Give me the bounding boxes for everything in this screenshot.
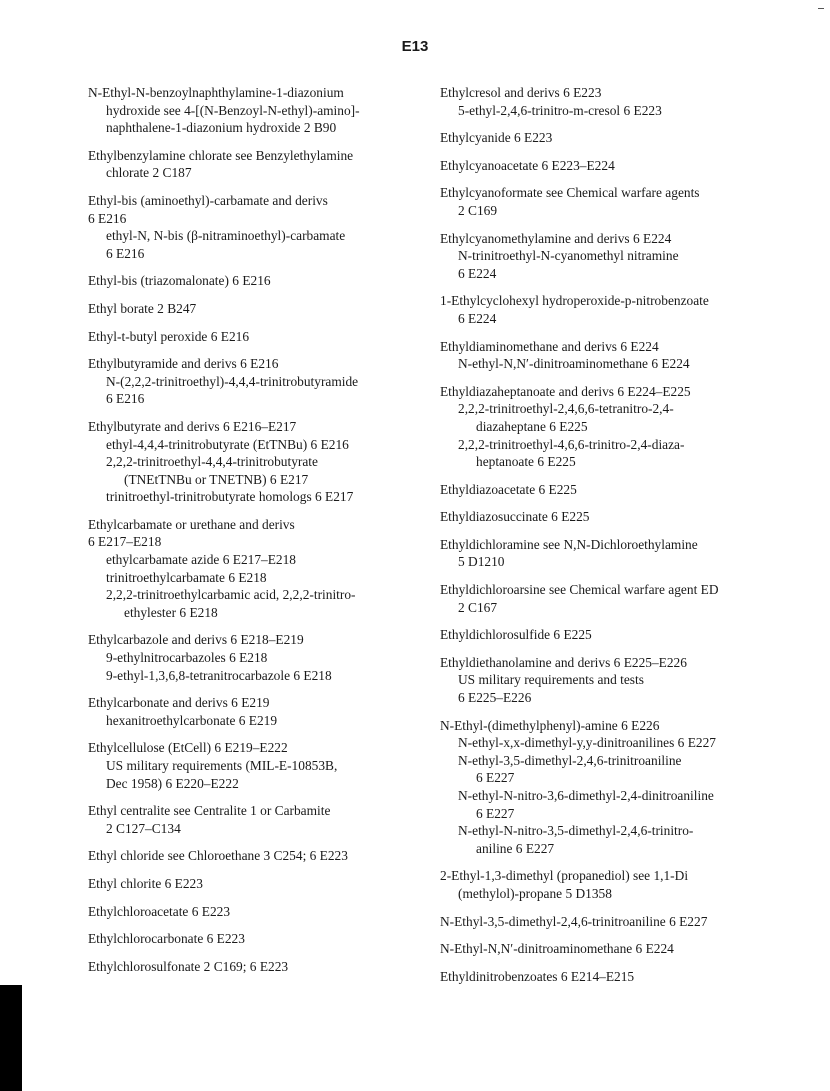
index-entry <box>88 272 410 290</box>
entry-subentry-line: 6 E227 <box>476 770 515 786</box>
entry-heading-line: Ethylcyanoacetate 6 E223–E224 <box>440 157 615 173</box>
index-entry <box>440 508 780 526</box>
index-entry <box>440 481 780 499</box>
index-entry <box>88 516 410 622</box>
index-entry <box>88 739 410 792</box>
entry-heading-line: N-Ethyl-3,5-dimethyl-2,4,6-trinitroaniline 6 E227 <box>440 913 708 929</box>
entry-heading-line: N-Ethyl-N,N′-dinitroaminomethane 6 E224 <box>440 941 674 957</box>
entry-subentry-line: 2,2,2-trinitroethyl-4,6,6-trinitro-2,4-diaza- <box>458 436 685 452</box>
index-entry <box>440 292 780 327</box>
index-entry <box>88 355 410 408</box>
index-entry <box>88 875 410 893</box>
entry-heading-line: naphthalene-1-diazonium hydroxide 2 B90 <box>106 120 337 136</box>
entry-heading-line: Ethylchloroacetate 6 E223 <box>88 903 231 919</box>
entry-subentry-line: heptanoate 6 E225 <box>476 454 576 470</box>
entry-heading-line: Ethylcarbonate and derivs 6 E219 <box>88 695 270 711</box>
entry-subentry-line: 6 E224 <box>458 265 497 281</box>
index-column-left <box>88 84 410 985</box>
entry-subentry-line: N-(2,2,2-trinitroethyl)-4,4,4-trinitrobutyramide <box>106 373 359 389</box>
index-entry <box>88 418 410 506</box>
index-entry <box>440 157 780 175</box>
entry-subentry-line: N-ethyl-N,N′-dinitroaminomethane 6 E224 <box>458 356 690 372</box>
entry-subentry-line: US military requirements (MIL-E-10853B, <box>106 758 338 773</box>
index-entry <box>440 383 780 471</box>
index-entry <box>88 147 410 182</box>
entry-subentry-line: hexanitroethylcarbonate 6 E219 <box>106 712 278 728</box>
index-entry <box>440 84 780 119</box>
entry-heading-line: 2 C127–C134 <box>106 820 181 836</box>
entry-subentry-line: trinitroethylcarbamate 6 E218 <box>106 569 267 585</box>
entry-heading-line: Ethylcyanide 6 E223 <box>440 130 553 146</box>
entry-subentry-line: 2,2,2-trinitroethyl-2,4,6,6-tetranitro-2,4- <box>458 401 674 417</box>
index-entry <box>440 129 780 147</box>
index-entry <box>440 968 780 986</box>
index-entry <box>88 84 410 137</box>
entry-subentry-line: aniline 6 E227 <box>476 840 555 856</box>
index-entry <box>440 338 780 373</box>
index-entry <box>88 300 410 318</box>
index-entry <box>440 626 780 644</box>
entry-heading-line: Ethyl-bis (triazomalonate) 6 E216 <box>88 273 271 289</box>
index-entry <box>440 230 780 283</box>
entry-heading-line: Ethylbenzylamine chlorate see Benzylethylamine <box>88 147 354 163</box>
entry-subentry-line: 6 E216 <box>106 245 145 261</box>
entry-heading-line: 6 E217–E218 <box>88 534 162 550</box>
entry-heading-line: Ethyldiethanolamine and derivs 6 E225–E226 <box>440 654 687 670</box>
index-entry <box>88 802 410 837</box>
entry-subentry-line: 6 E216 <box>106 391 145 407</box>
entry-heading-line: Ethylbutyrate and derivs 6 E216–E217 <box>88 418 297 434</box>
entry-heading-line: hydroxide see 4-[(N-Benzoyl-N-ethyl)-amino]- <box>106 102 360 118</box>
index-entry <box>88 694 410 729</box>
entry-heading-line: Ethyldichloramine see N,N-Dichloroethylamine <box>440 536 698 552</box>
entry-heading-line: Ethyl-t-butyl peroxide 6 E216 <box>88 328 250 344</box>
entry-heading-line: 6 E216 <box>88 210 127 226</box>
entry-heading-line: Ethylcyanomethylamine and derivs 6 E224 <box>440 230 672 246</box>
entry-subentry-line: 2,2,2-trinitroethyl-4,4,4-trinitrobutyrate <box>106 454 318 470</box>
entry-heading-line: 6 E224 <box>458 310 497 326</box>
index-entry <box>88 328 410 346</box>
entry-subentry-line: ethylcarbamate azide 6 E217–E218 <box>106 552 296 568</box>
entry-heading-line: Ethyl borate 2 B247 <box>88 300 197 316</box>
index-entry <box>440 913 780 931</box>
entry-heading-line: Ethyldiazaheptanoate and derivs 6 E224–E225 <box>440 383 691 399</box>
entry-subentry-line: 5-ethyl-2,4,6-trinitro-m-cresol 6 E223 <box>458 102 662 118</box>
entry-heading-line: Ethyldiazosuccinate 6 E225 <box>440 509 590 525</box>
index-column-right <box>440 84 780 995</box>
entry-subentry-line: 9-ethyl-1,3,6,8-tetranitrocarbazole 6 E218 <box>106 667 332 683</box>
entry-subentry-line: 9-ethylnitrocarbazoles 6 E218 <box>106 650 268 666</box>
entry-heading-line: 5 D1210 <box>458 554 505 570</box>
index-entry <box>88 631 410 684</box>
index-entry <box>440 581 780 616</box>
entry-heading-line: Ethyldiaminomethane and derivs 6 E224 <box>440 338 659 354</box>
entry-subentry-line: N-ethyl-N-nitro-3,6-dimethyl-2,4-dinitroaniline <box>458 788 714 803</box>
entry-heading-line: Ethyl chloride see Chloroethane 3 C254; 6 E223 <box>88 848 348 864</box>
scan-edge-bar <box>0 985 22 1091</box>
entry-subentry-line: N-trinitroethyl-N-cyanomethyl nitramine <box>458 248 679 264</box>
entry-heading-line: N-Ethyl-(dimethylphenyl)-amine 6 E226 <box>440 717 660 733</box>
entry-heading-line: Ethylcarbamate or urethane and derivs <box>88 516 295 532</box>
index-entry <box>440 184 780 219</box>
entry-heading-line: Ethyl centralite see Centralite 1 or Carbamite <box>88 803 331 819</box>
entry-heading-line: 1-Ethylcyclohexyl hydroperoxide-p-nitrobenzoate <box>440 293 709 309</box>
index-entry <box>88 192 410 262</box>
entry-subentry-line: 2,2,2-trinitroethylcarbamic acid, 2,2,2-trinitro- <box>106 587 356 603</box>
entry-subentry-line: diazaheptane 6 E225 <box>476 418 588 434</box>
entry-subentry-line: trinitroethyl-trinitrobutyrate homologs 6 E217 <box>106 489 354 505</box>
entry-heading-line: (methylol)-propane 5 D1358 <box>458 885 612 901</box>
entry-heading-line: 2 C169 <box>458 202 498 218</box>
entry-heading-line: Ethylcarbazole and derivs 6 E218–E219 <box>88 632 304 648</box>
scan-corner-mark <box>818 8 824 9</box>
entry-subentry-line: N-ethyl-N-nitro-3,5-dimethyl-2,4,6-trinitro- <box>458 823 694 839</box>
entry-subentry-line: N-ethyl-x,x-dimethyl-y,y-dinitroanilines 6 E227 <box>458 735 716 751</box>
entry-heading-line: chlorate 2 C187 <box>106 165 192 181</box>
entry-heading-line: N-Ethyl-N-benzoylnaphthylamine-1-diazonium <box>88 85 344 100</box>
index-entry <box>440 717 780 858</box>
index-entry <box>88 958 410 976</box>
entry-heading-line: 2 C167 <box>458 599 498 615</box>
entry-heading-line: Ethyldinitrobenzoates 6 E214–E215 <box>440 968 635 984</box>
entry-heading-line: Ethyldiazoacetate 6 E225 <box>440 481 577 497</box>
page-title: E13 <box>401 38 429 55</box>
entry-subentry-line: ethylester 6 E218 <box>124 604 218 620</box>
entry-subentry-line: ethyl-4,4,4-trinitrobutyrate (EtTNBu) 6 E216 <box>106 436 349 452</box>
entry-heading-line: 2-Ethyl-1,3-dimethyl (propanediol) see 1,1-Di <box>440 868 689 884</box>
index-entry <box>88 847 410 865</box>
entry-subentry-line: N-ethyl-3,5-dimethyl-2,4,6-trinitroaniline <box>458 752 682 768</box>
index-entry <box>88 930 410 948</box>
entry-heading-line: Ethylchlorocarbonate 6 E223 <box>88 931 245 947</box>
entry-heading-line: Ethyldichlorosulfide 6 E225 <box>440 627 592 643</box>
entry-heading-line: Ethyl chlorite 6 E223 <box>88 875 203 891</box>
index-entry <box>440 867 780 902</box>
index-entry <box>440 536 780 571</box>
entry-heading-line: Ethylbutyramide and derivs 6 E216 <box>88 356 279 372</box>
entry-heading-line: Ethylchlorosulfonate 2 C169; 6 E223 <box>88 958 289 974</box>
entry-subentry-line: ethyl-N, N-bis (β-nitraminoethyl)-carbamate <box>106 228 346 244</box>
entry-subentry-line: US military requirements and tests <box>458 672 644 688</box>
entry-subentry-line: 6 E225–E226 <box>458 690 532 706</box>
index-entry <box>440 654 780 707</box>
entry-heading-line: Ethyldichloroarsine see Chemical warfare agent ED <box>440 582 719 598</box>
entry-heading-line: Ethylcyanoformate see Chemical warfare agents <box>440 185 700 201</box>
entry-subentry-line: Dec 1958) 6 E220–E222 <box>106 775 239 791</box>
index-entry <box>440 940 780 958</box>
entry-subentry-line: (TNEtTNBu or TNETNB) 6 E217 <box>124 471 309 487</box>
entry-subentry-line: 6 E227 <box>476 805 515 821</box>
entry-heading-line: Ethyl-bis (aminoethyl)-carbamate and derivs <box>88 192 328 208</box>
index-entry <box>88 903 410 921</box>
entry-heading-line: Ethylcresol and derivs 6 E223 <box>440 85 602 100</box>
entry-heading-line: Ethylcellulose (EtCell) 6 E219–E222 <box>88 740 288 756</box>
